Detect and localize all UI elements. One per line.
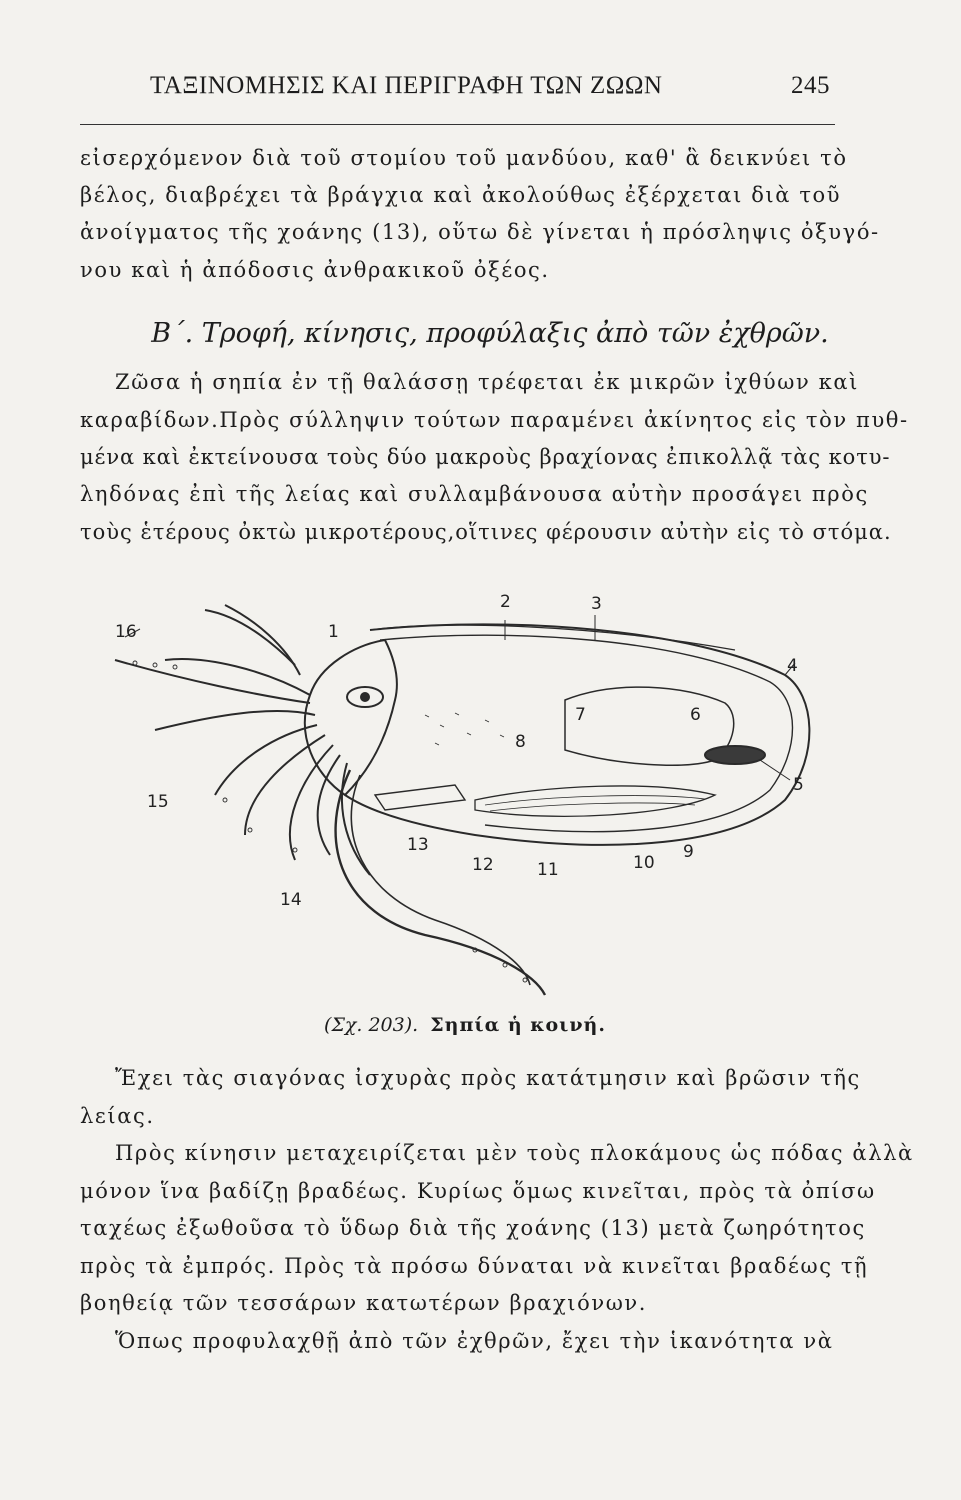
paragraph-line: ληδόνας ἐπὶ τῆς λείας καὶ συλλαμβάνουσα αὐτὴν προσάγει πρὸς (80, 482, 869, 506)
figure-label: 4 (787, 656, 798, 676)
figure-label: 1 (328, 622, 339, 642)
header-rule (80, 124, 835, 125)
paragraph-line: ταχέως ἐξωθοῦσα τὸ ὕδωρ διὰ τῆς χοάνης (13) μετὰ ζωηρότητος (80, 1216, 866, 1240)
figure-label: 3 (591, 594, 602, 614)
figure-label: 8 (515, 732, 526, 752)
paragraph-line: μένα καὶ ἐκτείνουσα τοὺς δύο μακροὺς βραχίονας ἐπικολλᾷ τὰς κοτυ- (80, 445, 891, 469)
paragraph-line: καραβίδων.Πρὸς σύλληψιν τούτων παραμένει ἀκίνητος εἰς τὸν πυθ- (80, 408, 909, 432)
caption-number: (Σχ. 203). (324, 1014, 419, 1036)
figure-label: 11 (537, 860, 559, 880)
running-header (150, 72, 830, 106)
paragraph-line: λείας. (80, 1104, 155, 1128)
paragraph-line: ἀνοίγματος τῆς χοάνης (13), οὕτω δὲ γίνεται ἡ πρόσληψις ὀξυγό- (80, 220, 880, 244)
figure-label: 2 (500, 592, 511, 612)
paragraph-line: Ὅπως προφυλαχθῇ ἀπὸ τῶν ἐχθρῶν, ἔχει τὴν ἱκανότητα νὰ (115, 1329, 834, 1353)
paragraph-line: Ζῶσα ἡ σηπία ἐν τῇ θαλάσσῃ τρέφεται ἐκ μικρῶν ἰχθύων καὶ (115, 370, 859, 394)
cuttlefish-illustration (95, 585, 855, 1005)
figure-label: 9 (683, 842, 694, 862)
paragraph-line: εἰσερχόμενον διὰ τοῦ στομίου τοῦ μανδύου, καθ' ἃ δεικνύει τὸ (80, 146, 848, 170)
page-number: 245 (791, 72, 830, 99)
header-title: ΤΑΞΙΝΟΜΗΣΙΣ ΚΑΙ ΠΕΡΙΓΡΑΦΗ ΤΩΝ ΖΩΩΝ (150, 72, 663, 99)
figure-label: 14 (280, 890, 302, 910)
caption-name: Σηπία ἡ κοινή. (430, 1014, 606, 1036)
figure-label: 15 (147, 792, 169, 812)
figure-label: 5 (793, 775, 804, 795)
paragraph-line: νου καὶ ἡ ἀπόδοσις ἀνθρακικοῦ ὀξέος. (80, 258, 550, 282)
figure-label: 10 (633, 853, 655, 873)
figure-label: 13 (407, 835, 429, 855)
paragraph-line: τοὺς ἑτέρους ὀκτὼ μικροτέρους,οἵτινες φέρουσιν αὐτὴν εἰς τὸ στόμα. (80, 520, 892, 544)
figure-label: 12 (472, 855, 494, 875)
paragraph-line: Πρὸς κίνησιν μεταχειρίζεται μὲν τοὺς πλοκάμους ὡς πόδας ἀλλὰ (115, 1141, 914, 1165)
figure-caption (80, 1014, 850, 1036)
paragraph-line: βέλος, διαβρέχει τὰ βράγχια καὶ ἀκολούθως ἐξέρχεται διὰ τοῦ (80, 183, 842, 207)
section-heading: Β΄. Τροφή, κίνησις, προφύλαξις ἀπὸ τῶν ἐχθρῶν. (151, 318, 829, 349)
figure-label: 6 (690, 705, 701, 725)
figure-label: 16 (115, 622, 137, 642)
figure-label: 7 (575, 705, 586, 725)
paragraph-line: βοηθείᾳ τῶν τεσσάρων κατωτέρων βραχιόνων. (80, 1291, 648, 1315)
paragraph-line: Ἔχει τὰς σιαγόνας ἰσχυρὰς πρὸς κατάτμησιν καὶ βρῶσιν τῆς (115, 1066, 861, 1090)
paragraph-line: μόνον ἵνα βαδίζῃ βραδέως. Κυρίως ὅμως κινεῖται, πρὸς τὰ ὀπίσω (80, 1179, 876, 1203)
paragraph-line: πρὸς τὰ ἐμπρός. Πρὸς τὰ πρόσω δύναται νὰ κινεῖται βραδέως τῇ (80, 1254, 869, 1278)
